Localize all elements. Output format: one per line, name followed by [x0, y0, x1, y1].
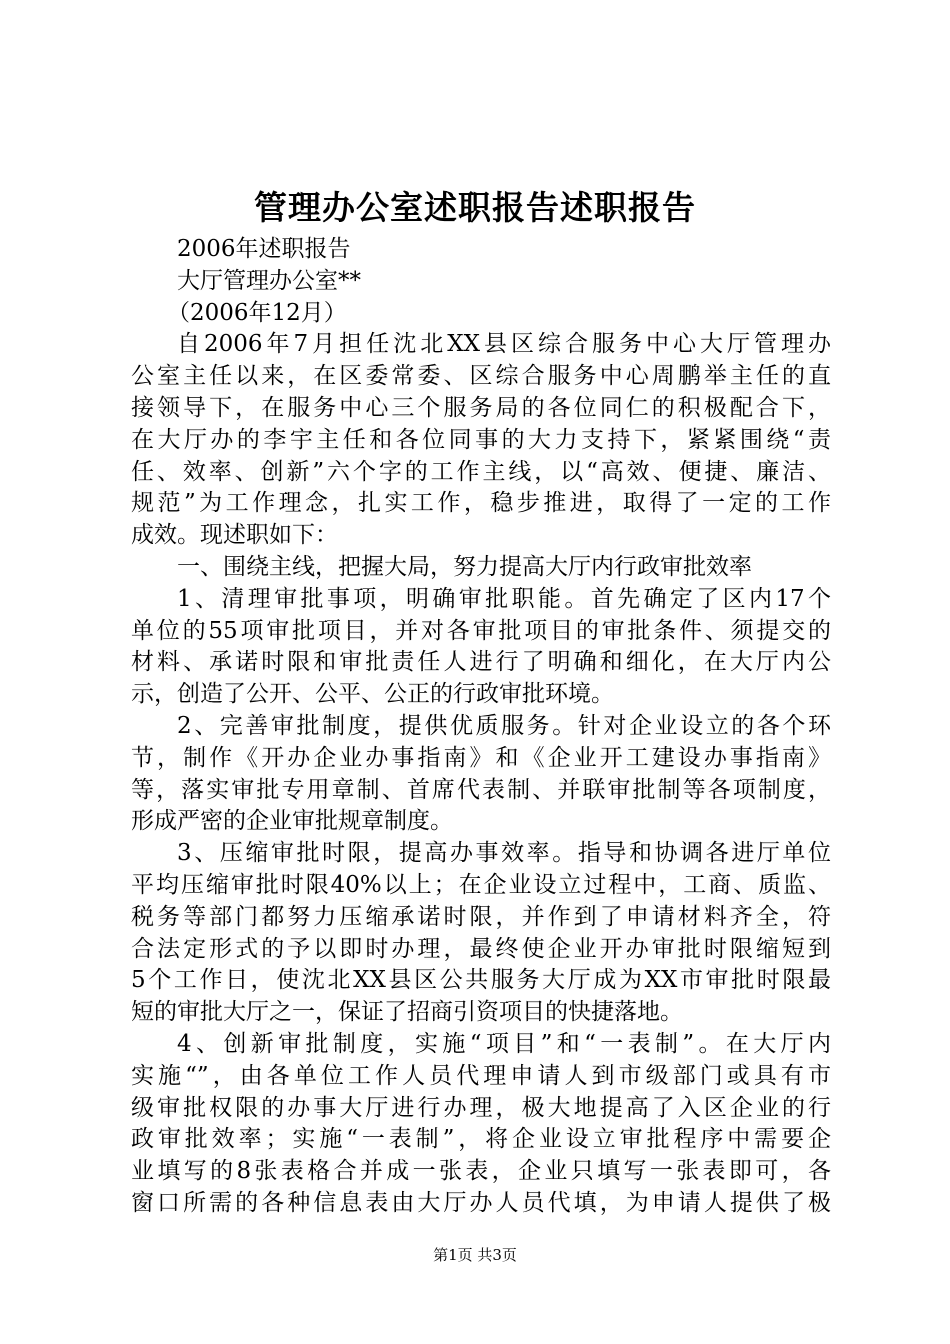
body-line: 等，落实审批专用章制、首席代表制、并联审批制等各项制度， [131, 776, 831, 803]
body-line: 合法定形式的予以即时办理，最终使企业开办审批时限缩短到 [131, 935, 831, 962]
report-year-line: 2006年述职报告 [177, 236, 351, 262]
body-line: 业填写的8张表格合并成一张表，企业只填写一张表即可，各 [131, 1158, 831, 1185]
body-line: 形成严密的企业审批规章制度。 [131, 808, 453, 835]
document-title: 管理办公室述职报告述职报告 [254, 188, 696, 227]
page-footer: 第1页 共3页 [433, 1246, 517, 1264]
body-line: 4、创新审批制度，实施“项目”和“一表制”。在大厅内 [177, 1030, 831, 1057]
body-line: 1、清理审批事项，明确审批职能。首先确定了区内17个 [177, 585, 831, 612]
author-line: 大厅管理办公室** [177, 267, 361, 294]
document-body [131, 234, 831, 1220]
body-line: 平均压缩审批时限40%以上；在企业设立过程中，工商、质监、 [131, 871, 831, 898]
body-line: 级审批权限的办事大厅进行办理，极大地提高了入区企业的行 [131, 1094, 831, 1121]
body-line: 短的审批大厅之一，保证了招商引资项目的快捷落地。 [131, 999, 683, 1026]
body-line: 窗口所需的各种信息表由大厅办人员代填，为申请人提供了极 [131, 1189, 831, 1216]
date-line: （2006年12月） [167, 299, 347, 326]
body-line: 任、效率、创新”六个字的工作主线，以“高效、便捷、廉洁、 [131, 458, 831, 485]
body-line: 实施“”，由各单位工作人员代理申请人到市级部门或具有市 [131, 1062, 831, 1089]
body-line: 3、压缩审批时限，提高办事效率。指导和协调各进厅单位 [177, 840, 831, 867]
body-line: 节，制作《开办企业办事指南》和《企业开工建设办事指南》 [131, 744, 831, 771]
body-line: 在大厅办的李宇主任和各位同事的大力支持下，紧紧围绕“责 [131, 426, 831, 453]
body-line: 2、完善审批制度，提供优质服务。针对企业设立的各个环 [177, 712, 831, 739]
body-line: 规范”为工作理念，扎实工作，稳步推进，取得了一定的工作 [131, 490, 831, 517]
body-line: 自2006年7月担任沈北XX县区综合服务中心大厅管理办 [177, 331, 831, 358]
body-line: 示，创造了公开、公平、公正的行政审批环境。 [131, 681, 614, 708]
body-line: 单位的55项审批项目，并对各审批项目的审批条件、须提交的 [131, 617, 831, 644]
body-line: 公室主任以来，在区委常委、区综合服务中心周鹏举主任的直 [131, 363, 831, 390]
body-line: 税务等部门都努力压缩承诺时限，并作到了申请材料齐全，符 [131, 903, 831, 930]
body-line: 接领导下，在服务中心三个服务局的各位同仁的积极配合下， [131, 394, 831, 421]
body-line: 政审批效率；实施“一表制”，将企业设立审批程序中需要企 [131, 1126, 831, 1153]
body-line: 成效。现述职如下： [131, 522, 338, 549]
body-line: 一、围绕主线，把握大局，努力提高大厅内行政审批效率 [177, 553, 752, 580]
body-line: 5个工作日，使沈北XX县区公共服务大厅成为XX市审批时限最 [131, 967, 831, 994]
body-line: 材料、承诺时限和审批责任人进行了明确和细化，在大厅内公 [131, 649, 831, 676]
